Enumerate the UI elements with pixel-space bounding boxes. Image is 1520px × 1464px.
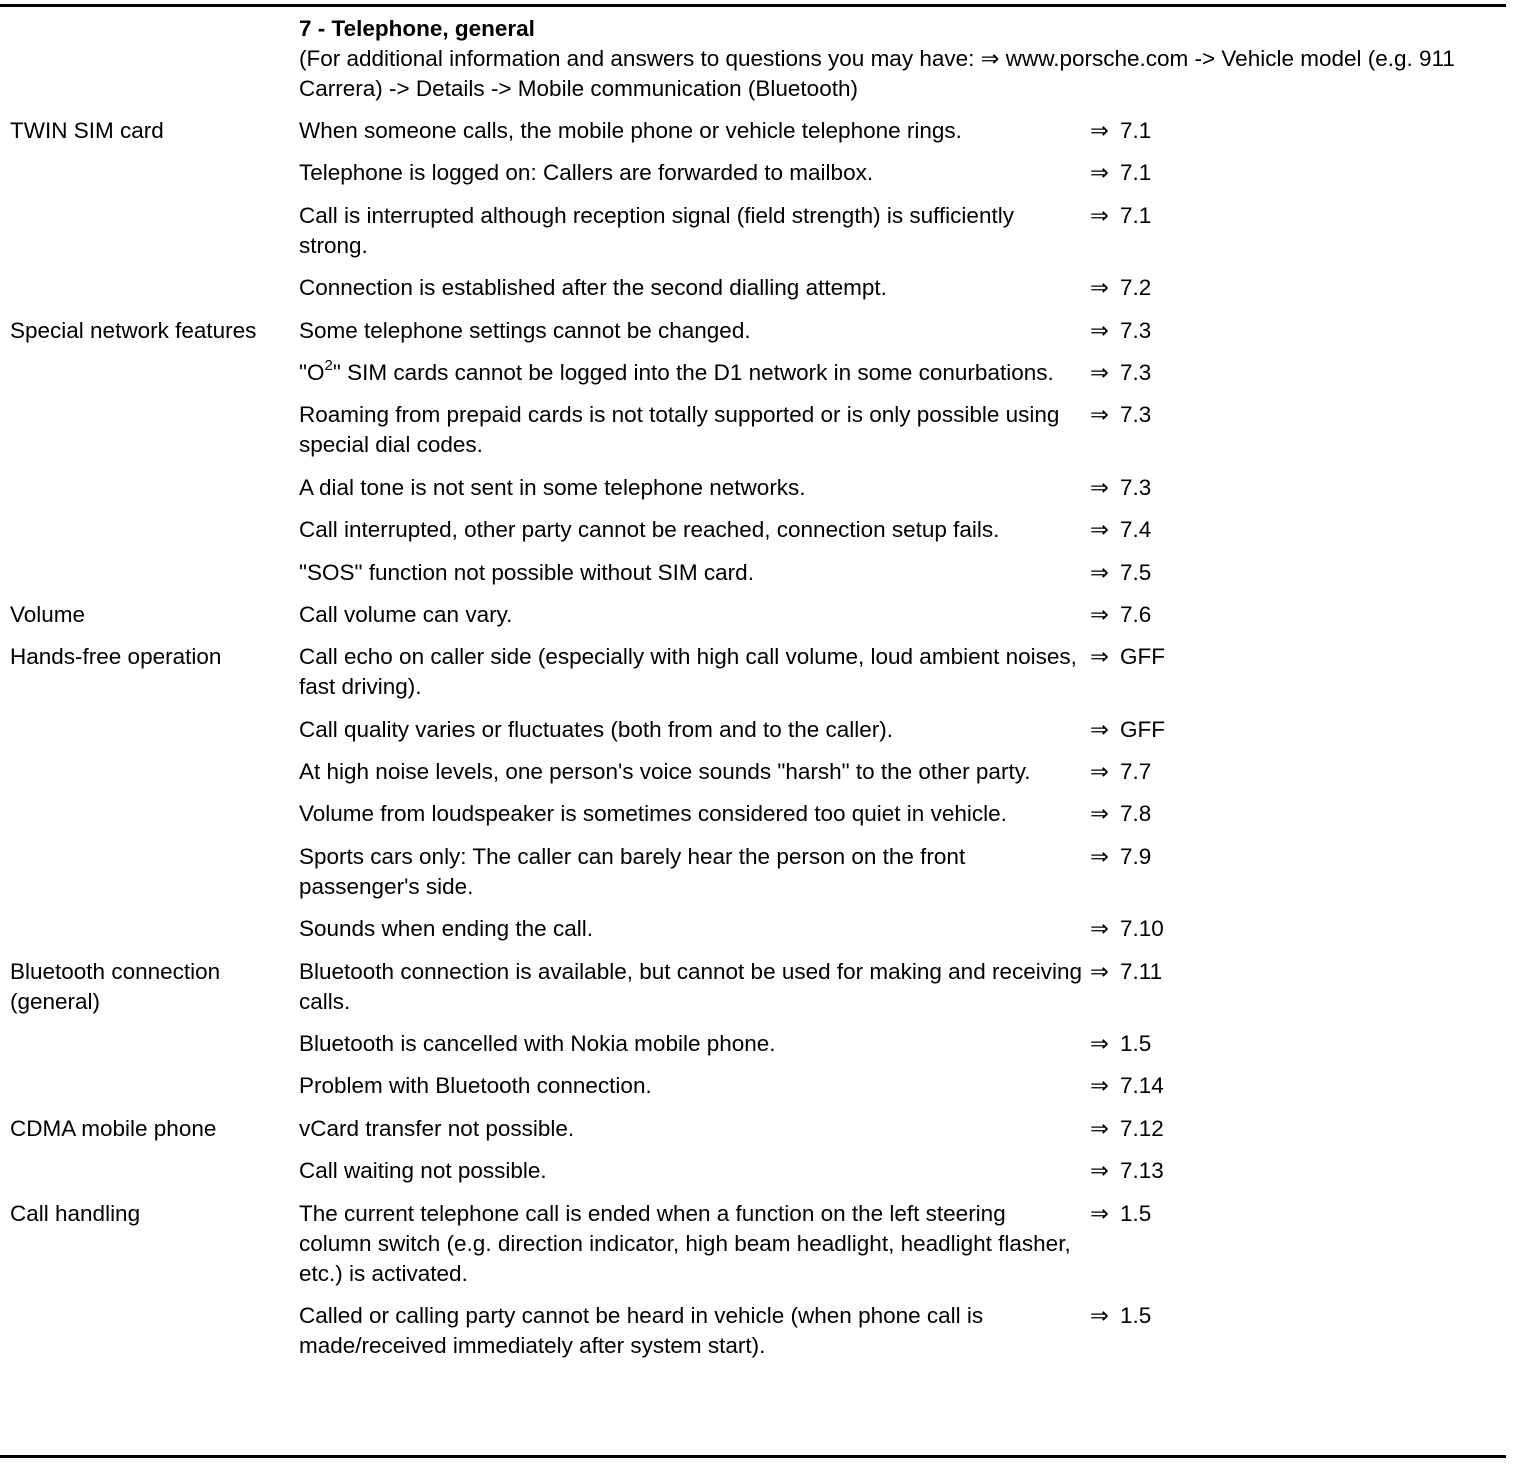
row-description: Connection is established after the second dialling attempt.	[299, 275, 887, 301]
double-arrow-icon: ⇒	[1090, 958, 1109, 984]
row-description: Telephone is logged on: Callers are forwarded to mailbox.	[299, 160, 874, 186]
double-arrow-icon: ⇒	[1090, 474, 1109, 500]
reference-number: 7.12	[1120, 1115, 1164, 1141]
double-arrow-icon: ⇒	[1090, 402, 1109, 428]
row-reference	[1090, 473, 1151, 503]
row-category: Bluetooth connection (general)	[10, 958, 221, 1014]
row-description: Called or calling party cannot be heard in vehicle (when phone call is made/received immediately after system start).	[299, 1302, 984, 1358]
row-reference	[1090, 914, 1164, 944]
superscript: 2	[324, 357, 333, 375]
table-row	[0, 273, 1506, 303]
row-category: TWIN SIM card	[10, 118, 164, 143]
table-row	[0, 400, 1506, 460]
reference-number: 7.6	[1120, 601, 1152, 627]
table-row	[0, 1199, 1506, 1289]
double-arrow-icon: ⇒	[1090, 759, 1109, 785]
reference-number: 7.3	[1120, 317, 1152, 343]
table-row	[0, 1114, 1506, 1144]
table-row	[0, 116, 1506, 146]
table-row	[0, 1301, 1506, 1361]
reference-number: 7.13	[1120, 1158, 1164, 1184]
double-arrow-icon: ⇒	[1090, 359, 1109, 385]
row-description: The current telephone call is ended when a function on the left steering column switch (e.g. direction indicator, high beam headlight, headlight flasher, etc.) is activated.	[299, 1200, 1071, 1286]
row-category: Volume	[10, 601, 86, 627]
row-description: Problem with Bluetooth connection.	[299, 1073, 652, 1099]
row-reference	[1090, 957, 1162, 987]
description-text: "O	[299, 359, 325, 385]
double-arrow-icon: ⇒	[1090, 317, 1109, 343]
row-reference	[1090, 799, 1151, 829]
reference-number: 7.3	[1120, 402, 1152, 428]
table-row	[0, 558, 1506, 588]
double-arrow-icon: ⇒	[1090, 801, 1109, 827]
row-description: Call waiting not possible.	[299, 1158, 547, 1184]
table-row	[0, 799, 1506, 829]
reference-number: GFF	[1120, 716, 1165, 742]
row-reference	[1090, 715, 1165, 745]
reference-number: 7.4	[1120, 517, 1152, 543]
row-description: Bluetooth connection is available, but cannot be used for making and receiving calls.	[299, 958, 1083, 1014]
bottom-rule	[0, 1455, 1506, 1458]
double-arrow-icon: ⇒	[1090, 1115, 1109, 1141]
double-arrow-icon: ⇒	[1090, 916, 1109, 942]
reference-number: 7.2	[1120, 275, 1152, 301]
section-header	[299, 14, 1509, 104]
row-description: Call echo on caller side (especially with high call volume, loud ambient noises, fast driving).	[299, 644, 1077, 700]
table-row	[0, 1029, 1506, 1059]
double-arrow-icon: ⇒	[1090, 202, 1109, 228]
table-row	[0, 1071, 1506, 1101]
reference-number: 7.1	[1120, 202, 1152, 228]
row-description: At high noise levels, one person's voice sounds "harsh" to the other party.	[299, 759, 1031, 785]
row-category: Hands-free operation	[10, 644, 222, 670]
table-row	[0, 515, 1506, 545]
row-description: Bluetooth is cancelled with Nokia mobile phone.	[299, 1031, 776, 1057]
row-description: Sounds when ending the call.	[299, 916, 593, 942]
table-row	[0, 1156, 1506, 1186]
row-reference	[1090, 642, 1165, 672]
row-reference	[1090, 358, 1151, 388]
reference-number: 7.3	[1120, 359, 1152, 385]
double-arrow-icon: ⇒	[1090, 1302, 1109, 1328]
table-row	[0, 715, 1506, 745]
row-description: A dial tone is not sent in some telephone networks.	[299, 474, 806, 500]
double-arrow-icon: ⇒	[1090, 275, 1109, 301]
row-reference	[1090, 1301, 1151, 1331]
row-reference	[1090, 515, 1151, 545]
table-row	[0, 757, 1506, 787]
double-arrow-icon: ⇒	[1090, 644, 1109, 670]
row-description: Call interrupted, other party cannot be reached, connection setup fails.	[299, 517, 1000, 543]
row-description: Call quality varies or fluctuates (both from and to the caller).	[299, 716, 894, 742]
reference-number: 7.7	[1120, 759, 1152, 785]
row-reference	[1090, 1071, 1164, 1101]
row-category: Call handling	[10, 1200, 141, 1226]
table-row	[0, 358, 1506, 388]
top-rule	[0, 4, 1506, 7]
row-reference	[1090, 1156, 1164, 1186]
table-row	[0, 473, 1506, 503]
reference-number: 7.5	[1120, 559, 1152, 585]
table-row	[0, 914, 1506, 944]
row-reference	[1090, 1029, 1151, 1059]
double-arrow-icon: ⇒	[1090, 843, 1109, 869]
double-arrow-icon: ⇒	[1090, 1073, 1109, 1099]
table-row	[0, 642, 1506, 702]
double-arrow-icon: ⇒	[1090, 559, 1109, 585]
reference-number: 7.8	[1120, 801, 1152, 827]
reference-number: 1.5	[1120, 1200, 1152, 1226]
row-reference	[1090, 1199, 1151, 1229]
reference-number: 7.1	[1120, 160, 1152, 186]
row-description: Call volume can vary.	[299, 601, 513, 627]
double-arrow-icon: ⇒	[1090, 1158, 1109, 1184]
reference-number: 7.14	[1120, 1073, 1164, 1099]
section-title: 7 - Telephone, general	[299, 16, 535, 41]
row-reference	[1090, 558, 1151, 588]
description-text: " SIM cards cannot be logged into the D1 network in some conurbations.	[332, 359, 1054, 385]
row-reference	[1090, 273, 1151, 303]
row-description: vCard transfer not possible.	[299, 1115, 575, 1141]
row-description: Some telephone settings cannot be changed.	[299, 317, 751, 343]
double-arrow-icon: ⇒	[1090, 118, 1109, 143]
double-arrow-icon: ⇒	[1090, 160, 1109, 186]
table-row	[0, 158, 1506, 188]
reference-number: 7.10	[1120, 916, 1164, 942]
reference-number: GFF	[1120, 644, 1165, 670]
reference-number: 7.1	[1120, 118, 1152, 143]
row-description: Roaming from prepaid cards is not totally supported or is only possible using special dial codes.	[299, 402, 1060, 458]
row-description: Call is interrupted although reception signal (field strength) is sufficiently strong.	[299, 202, 1014, 258]
section-intro: (For additional information and answers to questions you may have: ⇒ www.porsche.com -> Vehicle model (e.g. 911 Carrera) -> Details -> Mobile communication (Bluetooth)	[299, 46, 1455, 101]
reference-number: 1.5	[1120, 1031, 1152, 1057]
table-row	[0, 201, 1506, 261]
double-arrow-icon: ⇒	[1090, 716, 1109, 742]
double-arrow-icon: ⇒	[1090, 517, 1109, 543]
reference-number: 7.9	[1120, 843, 1152, 869]
double-arrow-icon: ⇒	[1090, 1200, 1109, 1226]
reference-number: 7.11	[1120, 958, 1163, 984]
row-reference	[1090, 201, 1151, 231]
row-description: When someone calls, the mobile phone or vehicle telephone rings.	[299, 118, 962, 143]
table-row	[0, 600, 1506, 630]
row-description: Sports cars only: The caller can barely hear the person on the front passenger's side.	[299, 843, 966, 899]
table-row	[0, 842, 1506, 902]
row-category: CDMA mobile phone	[10, 1115, 217, 1141]
double-arrow-icon: ⇒	[1090, 601, 1109, 627]
table-row	[0, 957, 1506, 1017]
row-description	[299, 358, 1084, 388]
row-reference	[1090, 316, 1151, 346]
double-arrow-icon: ⇒	[1090, 1031, 1109, 1057]
reference-number: 7.3	[1120, 474, 1152, 500]
row-category: Special network features	[10, 317, 257, 343]
table-row	[0, 316, 1506, 346]
troubleshooting-table	[0, 116, 1506, 1373]
row-reference	[1090, 600, 1151, 630]
row-description: "SOS" function not possible without SIM card.	[299, 559, 754, 585]
row-reference	[1090, 400, 1151, 430]
reference-number: 1.5	[1120, 1302, 1152, 1328]
row-reference	[1090, 842, 1151, 872]
row-reference	[1090, 757, 1151, 787]
row-reference	[1090, 116, 1151, 146]
row-reference	[1090, 158, 1151, 188]
row-description: Volume from loudspeaker is sometimes considered too quiet in vehicle.	[299, 801, 1007, 827]
row-reference	[1090, 1114, 1164, 1144]
